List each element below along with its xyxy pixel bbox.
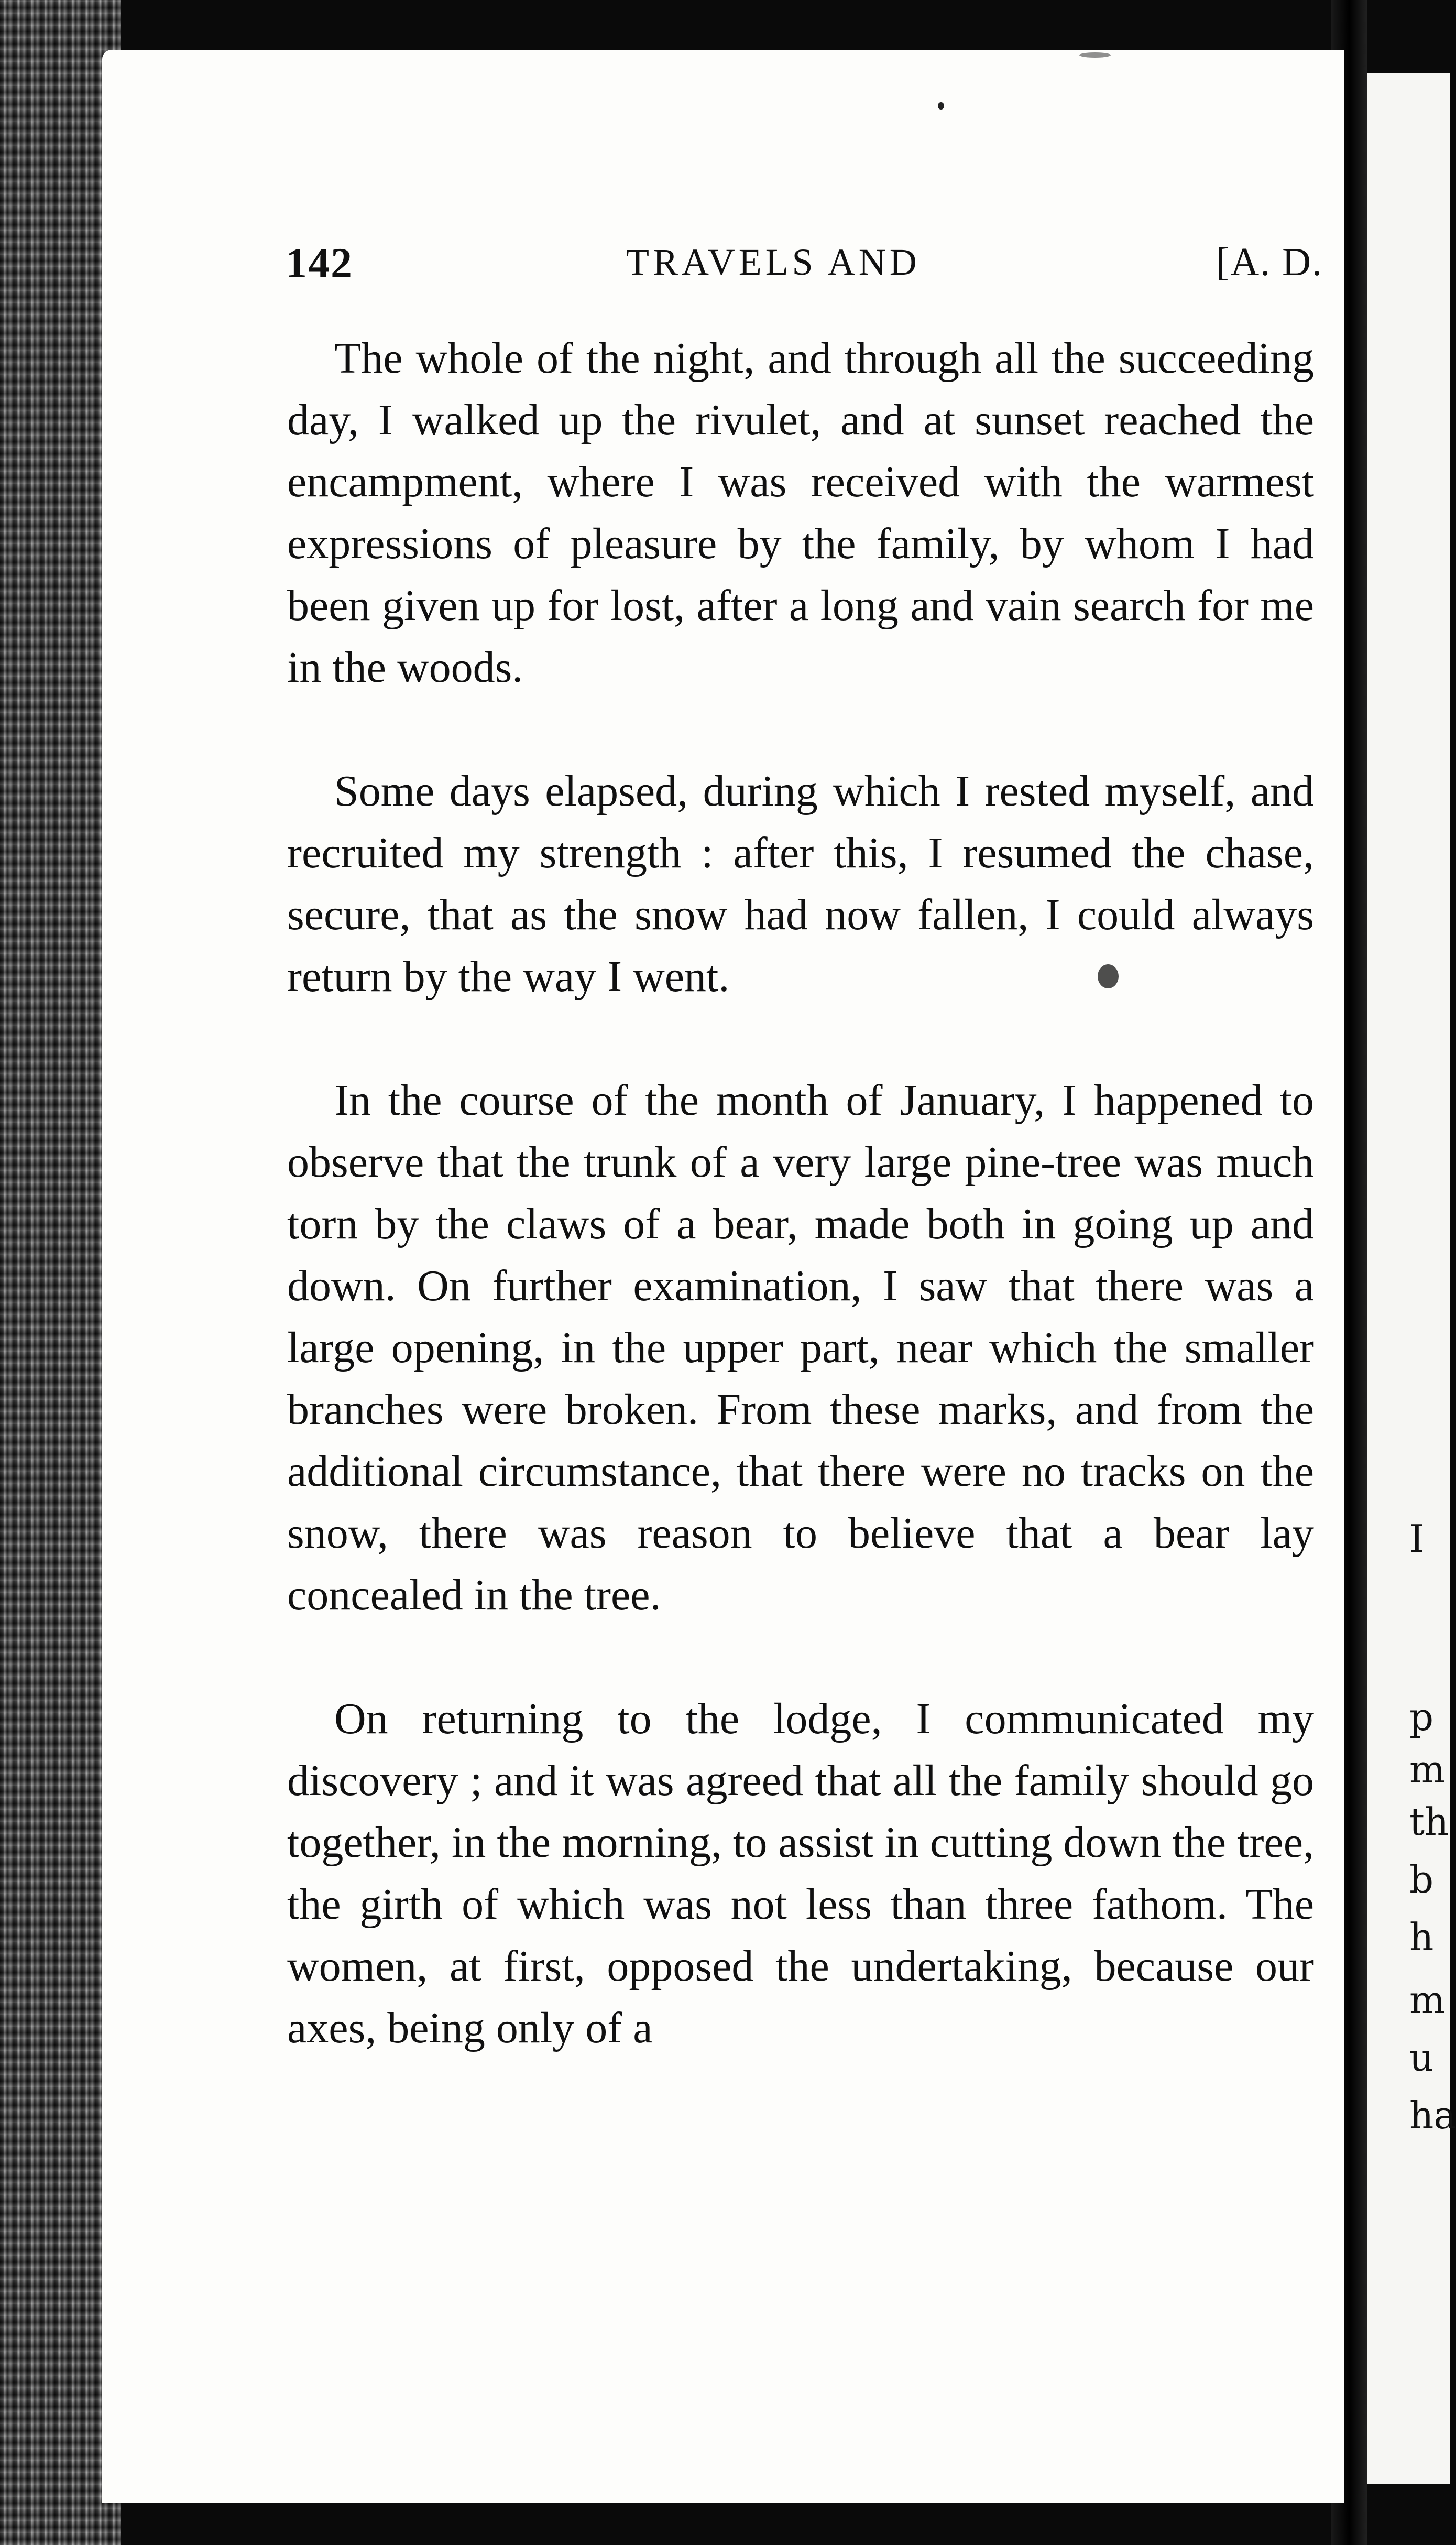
paragraph: Some days elapsed, during which I rested myself, and recruited my strength : after this, I resumed the chase, secure, that as the snow had now fallen, I could always return by the way I went. bbox=[287, 767, 1314, 1001]
facing-page-letter: th bbox=[1409, 1800, 1449, 1844]
facing-page-letter: p bbox=[1409, 1695, 1434, 1739]
facing-page-letter: u bbox=[1409, 2036, 1434, 2080]
ink-speck bbox=[1079, 52, 1111, 58]
paragraph: In the course of the month of January, I happened to observe that the trunk of a very large pine-tree was much torn by the claws of a bear, made both in going up and down. On further examination, I saw that there was a large opening, in the upper part, near which the smaller branches were broken. From these marks, and from the additional circumstance, that there were no tracks on the snow, there was reason to believe that a bear lay concealed in the tree. bbox=[287, 1076, 1314, 1619]
facing-page-letter: m bbox=[1409, 1978, 1446, 2022]
running-date: [A. D. bbox=[1216, 240, 1323, 284]
facing-page-letter: m bbox=[1409, 1747, 1446, 1791]
running-head bbox=[286, 238, 1323, 296]
body-text bbox=[287, 328, 1314, 2059]
facing-page-letter: ha bbox=[1409, 2093, 1456, 2137]
ink-speck bbox=[1098, 964, 1119, 988]
page-number: 142 bbox=[286, 239, 353, 287]
paragraph: The whole of the night, and through all the succeeding day, I walked up the rivulet, and at sunset reached the encampment, where I was received with the warmest expressions of pleasure by the family, by whom I had been given up for lost, after a long and vain search for me in the woods. bbox=[287, 334, 1314, 692]
facing-page-letter: b bbox=[1409, 1857, 1434, 1901]
facing-page-letter: I bbox=[1409, 1517, 1425, 1561]
paragraph: On returning to the lodge, I communicated my discovery ; and it was agreed that all the family should go together, in the morning, to assist in cutting down the tree, the girth of which was not less than three fathom. The women, at first, opposed the undertaking, because our axes, being only of a bbox=[287, 1694, 1314, 2052]
running-title: TRAVELS AND bbox=[626, 241, 921, 283]
facing-page-letter: h bbox=[1409, 1915, 1434, 1959]
ink-speck bbox=[938, 102, 944, 110]
